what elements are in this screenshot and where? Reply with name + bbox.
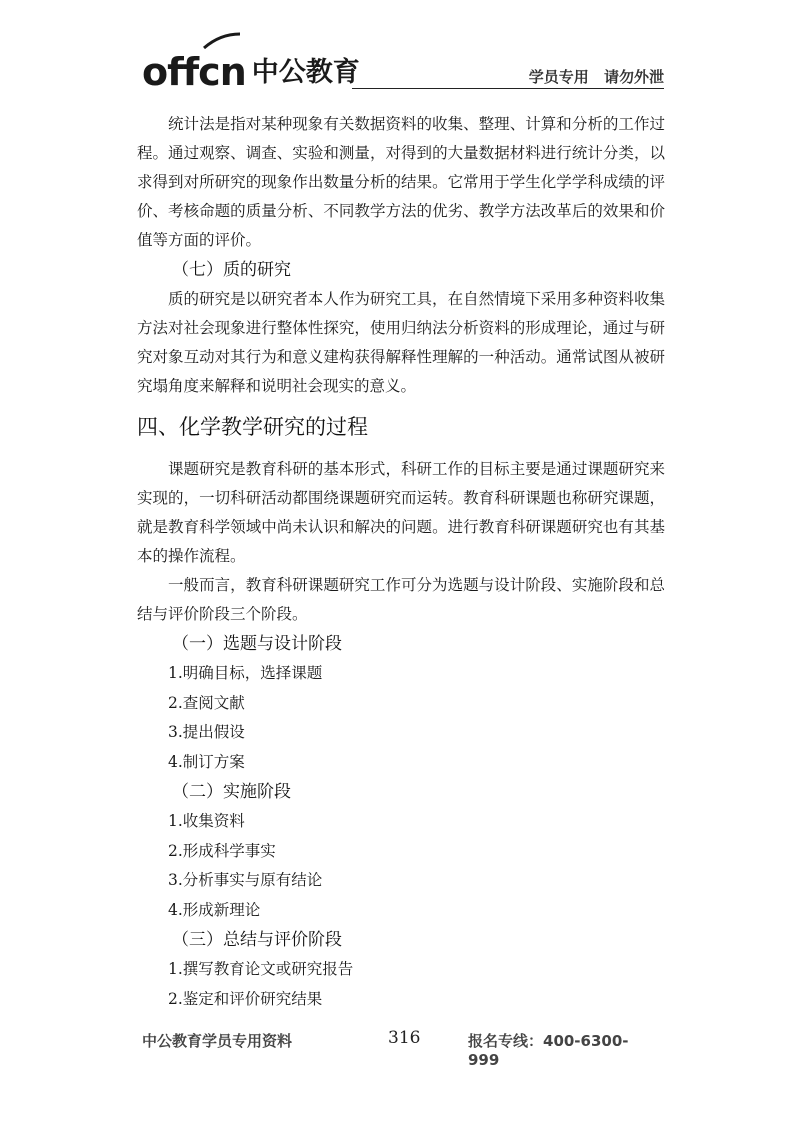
footer-material-label: 中公教育学员专用资料 bbox=[142, 1032, 293, 1050]
page-number: 316 bbox=[388, 1028, 421, 1048]
header-divider bbox=[352, 88, 664, 89]
heading-stage-three: （三）总结与评价阶段 bbox=[172, 930, 342, 950]
list-item: 3.分析事实与原有结论 bbox=[168, 871, 323, 889]
page-content bbox=[137, 110, 665, 1014]
heading-research-process: 四、化学教学研究的过程 bbox=[137, 415, 368, 439]
offcn-logo bbox=[142, 42, 360, 92]
confidential-notice: 学员专用 请勿外泄 bbox=[528, 68, 664, 86]
paragraph-statistics: 统计法是指对某种现象有关数据资料的收集、整理、计算和分析的工作过程。通过观察、调查、实验和测量，对得到的大量数据材料进行统计分类，以求得到对所研究的现象作出数量分析的结果。它常用于学生化学学科成绩的评价、考核命题的质量分析、不同教学方法的优劣、教学方法改革后的效果和价值等方面的评价。 bbox=[137, 115, 665, 249]
paragraph-topic-research: 课题研究是教育科研的基本形式，科研工作的目标主要是通过课题研究来实现的，一切科研活动都围绕课题研究而运转。教育科研课题也称研究课题，就是教育科学领域中尚未认识和解决的问题。进行教育科研课题研究也有其基本的操作流程。 bbox=[137, 460, 665, 565]
list-item: 2.形成科学事实 bbox=[168, 841, 276, 860]
list-item: 1.收集资料 bbox=[168, 812, 245, 830]
page-header bbox=[142, 42, 664, 92]
page-footer bbox=[142, 1028, 652, 1069]
paragraph-qualitative-research: 质的研究是以研究者本人作为研究工具，在自然情境下采用多种资料收集方法对社会现象进行整体性探究，使用归纳法分析资料的形成理论，通过与研究对象互动对其行为和意义建构获得解释性理解的一种活动。通常试图从被研究塌角度来解释和说明社会现实的意义。 bbox=[137, 290, 665, 395]
list-item: 2.查阅文献 bbox=[168, 693, 245, 712]
list-item: 1.撰写教育论文或研究报告 bbox=[168, 960, 354, 978]
logo-latin-text: offcn bbox=[142, 50, 246, 94]
list-item: 4.形成新理论 bbox=[168, 900, 261, 919]
footer-hotline: 报名专线：400-6300-999 bbox=[468, 1032, 629, 1069]
heading-stage-one: （一）选题与设计阶段 bbox=[172, 634, 342, 654]
heading-stage-two: （二）实施阶段 bbox=[172, 782, 291, 802]
logo-swoosh-icon bbox=[202, 32, 242, 50]
list-item: 1.明确目标，选择课题 bbox=[168, 664, 323, 682]
paragraph-three-stages: 一般而言，教育科研课题研究工作可分为选题与设计阶段、实施阶段和总结与评价阶段三个阶段。 bbox=[137, 576, 665, 623]
heading-qualitative-research: （七）质的研究 bbox=[172, 260, 291, 280]
logo-chinese-text: 中公教育 bbox=[251, 57, 360, 88]
list-item: 2.鉴定和评价研究结果 bbox=[168, 989, 323, 1008]
list-item: 4.制订方案 bbox=[168, 752, 245, 771]
list-item: 3.提出假设 bbox=[168, 723, 245, 741]
